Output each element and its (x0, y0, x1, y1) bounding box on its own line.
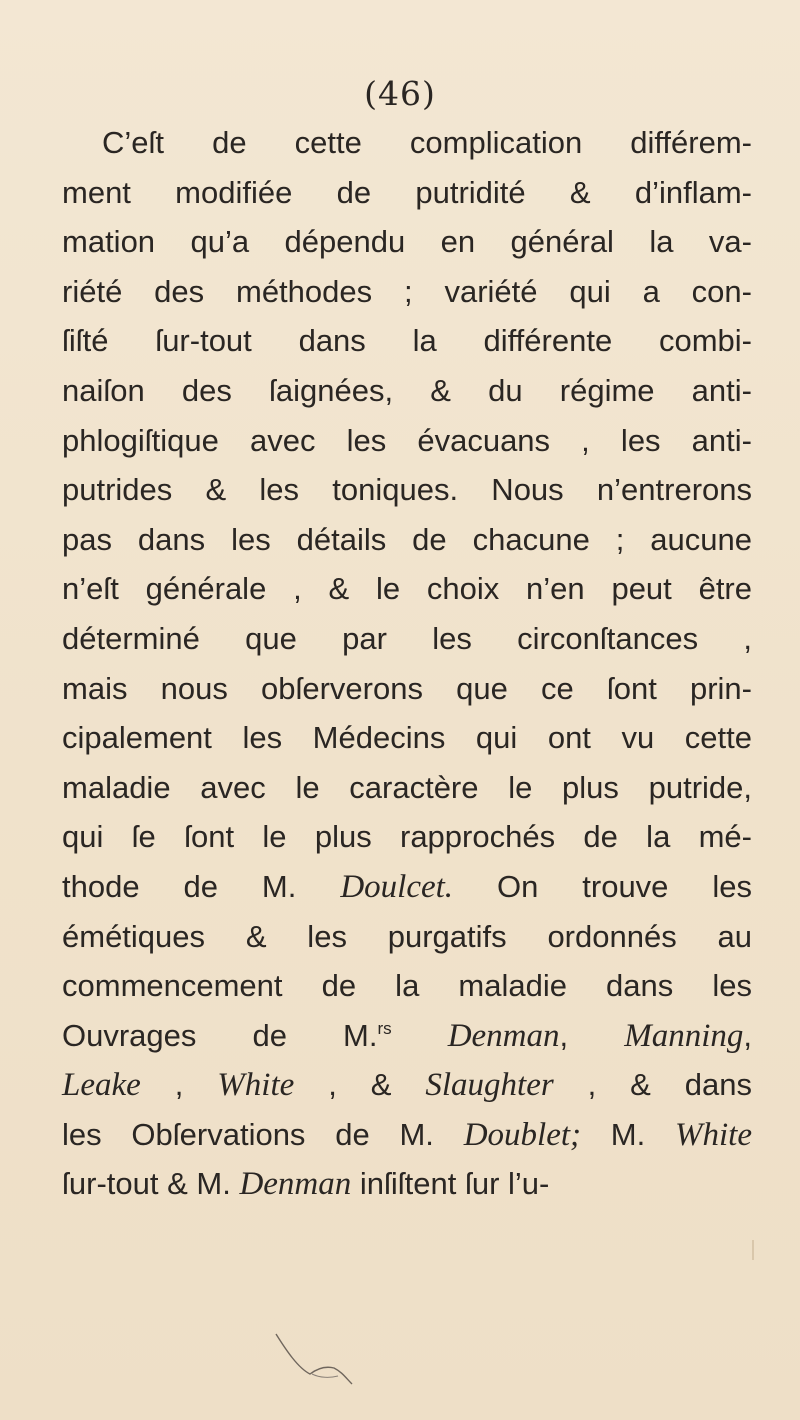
author-name: Slaughter (425, 1067, 554, 1104)
text-line: putrides & les toniques. Nous n’entrerons (62, 472, 752, 508)
pen-scribble (272, 1328, 362, 1388)
text-line: mation qu’a dépendu en général la va- (62, 224, 752, 260)
text-line: mais nous obſerverons que ce ſont prin- (62, 670, 752, 706)
text-line: naiſon des ſaignées, & du régime anti- (62, 372, 752, 408)
line-text: , (743, 1017, 752, 1053)
text-line (62, 1060, 752, 1110)
text-line: riété des méthodes ; variété qui a con- (62, 273, 752, 309)
text-line: déterminé que par les circonſtances , (62, 620, 752, 656)
author-name: Doulcet. (340, 868, 454, 905)
line-text: les Obſervations de M. (62, 1116, 464, 1152)
text-line (62, 862, 752, 912)
author-name: Manning (624, 1017, 744, 1054)
text-line (62, 1110, 752, 1160)
text-line (62, 1159, 752, 1209)
margin-mark (752, 1240, 754, 1260)
line-text: , & (294, 1067, 426, 1103)
author-name: Denman (447, 1017, 560, 1054)
line-text: , (140, 1067, 218, 1103)
line-text: Ouvrages de M. (62, 1017, 378, 1053)
text-line: n’eſt générale , & le choix n’en peut être (62, 571, 752, 607)
text-line: émétiques & les purgatifs ordonnés au (62, 918, 752, 954)
line-text: thode de M. (62, 868, 341, 904)
author-name: Denman (239, 1166, 352, 1203)
body-text (62, 118, 752, 1209)
text-line: maladie avec le caractère le plus putride, (62, 769, 752, 805)
superscript: rs (377, 1018, 392, 1038)
line-text: On trouve les (453, 868, 752, 904)
text-line: ment modifiée de putridité & d’inflam- (62, 174, 752, 210)
line-text: M. (581, 1116, 676, 1152)
text-line: qui ſe ſont le plus rapprochés de la mé- (62, 819, 752, 855)
page-number: (46) (364, 74, 436, 113)
text-line: ſiſté ſur-tout dans la différente combi- (62, 323, 752, 359)
author-name: Doublet; (463, 1116, 582, 1153)
text-line: C’eſt de cette complication différem- (102, 125, 752, 160)
text-line: cipalement les Médecins qui ont vu cette (62, 720, 752, 756)
author-name: Leake (62, 1067, 141, 1104)
author-name: White (217, 1067, 295, 1104)
line-text: , & dans (553, 1067, 752, 1103)
text-line (62, 1011, 752, 1061)
text-line: commencement de la maladie dans les (62, 968, 752, 1004)
line-text: ſur-tout & M. (62, 1166, 240, 1202)
line-text: , (559, 1017, 625, 1053)
line-text: inſiſtent ſur l’u- (351, 1166, 550, 1202)
text-line: phlogiſtique avec les évacuans , les anti- (62, 422, 752, 458)
author-name: White (675, 1116, 752, 1153)
text-line: pas dans les détails de chacune ; aucune (62, 521, 752, 557)
